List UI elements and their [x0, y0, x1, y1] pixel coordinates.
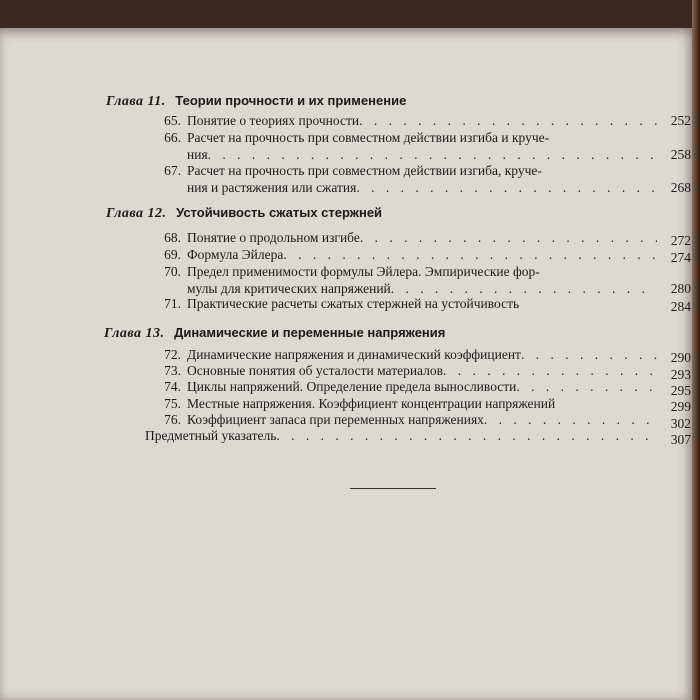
- chapter-11-label: Глава 11.: [106, 94, 166, 109]
- entry-title: Коэффициент запаса при переменных напряжениях: [187, 412, 484, 427]
- entry-page: 252: [670, 113, 691, 128]
- entry-page: 293: [670, 367, 691, 382]
- chapter-11-heading: [106, 93, 406, 110]
- subject-index-page: 307: [670, 432, 691, 447]
- chapter-12-label: Глава 12.: [106, 206, 167, 221]
- entry-number: 72.: [164, 347, 181, 362]
- entry-page: 290: [670, 350, 691, 365]
- entry-number: 65.: [164, 113, 181, 128]
- subject-index-entry[interactable]: [145, 428, 691, 447]
- chapter-11-title: Теории прочности и их применение: [175, 93, 407, 108]
- entry-title: Понятие о теориях прочности: [187, 113, 360, 128]
- chapter-13-title: Динамические и переменные напряжения: [174, 325, 446, 340]
- entry-number: 68.: [164, 230, 181, 245]
- entry-number: 70.: [164, 264, 181, 279]
- entry-title-line-2: ния и растяжения или сжатия: [187, 179, 357, 195]
- entry-title: Основные понятия об усталости материалов: [187, 363, 444, 378]
- entry-title: Циклы напряжений. Определение предела выносливости: [187, 379, 517, 394]
- entry-page: 280: [670, 281, 691, 296]
- entry-page: 274: [670, 250, 691, 265]
- entry-page: 258: [670, 147, 691, 162]
- entry-number: 67.: [164, 163, 181, 178]
- entry-title-line-2: мулы для критических напряжений: [187, 280, 391, 296]
- chapter-12-heading: [106, 205, 382, 222]
- entry-page: 284: [670, 299, 691, 314]
- entry-page: 268: [670, 180, 691, 195]
- entry-page: 302: [670, 416, 691, 431]
- entry-title: Понятие о продольном изгибе: [187, 230, 360, 245]
- entry-title-line-1: Расчет на прочность при совместном действии изгиба и круче-: [187, 130, 550, 145]
- entry-title: Практические расчеты сжатых стержней на устойчивость: [187, 296, 520, 311]
- subject-index-label: Предметный указатель: [145, 428, 277, 443]
- entry-page: 299: [670, 399, 691, 414]
- entry-number: 73.: [164, 363, 181, 378]
- chapter-13-heading: [104, 325, 445, 342]
- entry-number: 66.: [164, 130, 181, 145]
- book-spine-edge: [692, 0, 700, 700]
- entry-number: 76.: [164, 412, 181, 427]
- entry-title: Формула Эйлера: [187, 247, 284, 262]
- entry-number: 74.: [164, 379, 181, 394]
- entry-title-line-1: Предел применимости формулы Эйлера. Эмпирические фор-: [187, 264, 540, 279]
- chapter-13-label: Глава 13.: [104, 326, 165, 341]
- entry-number: 75.: [164, 396, 181, 411]
- entry-number: 69.: [164, 247, 181, 262]
- entry-title: Динамические напряжения и динамический коэффициент: [187, 347, 521, 362]
- entry-title-line-2: ния: [187, 146, 208, 162]
- section-divider: [350, 488, 436, 489]
- chapter-12-title: Устойчивость сжатых стержней: [176, 205, 383, 220]
- entry-number: 71.: [164, 296, 181, 311]
- entry-title-line-1: Расчет на прочность при совместном действии изгиба, круче-: [187, 163, 542, 178]
- entry-page: 272: [670, 233, 691, 248]
- entry-page: 295: [670, 383, 691, 398]
- entry-title: Местные напряжения. Коэффициент концентрации напряжений: [187, 396, 556, 411]
